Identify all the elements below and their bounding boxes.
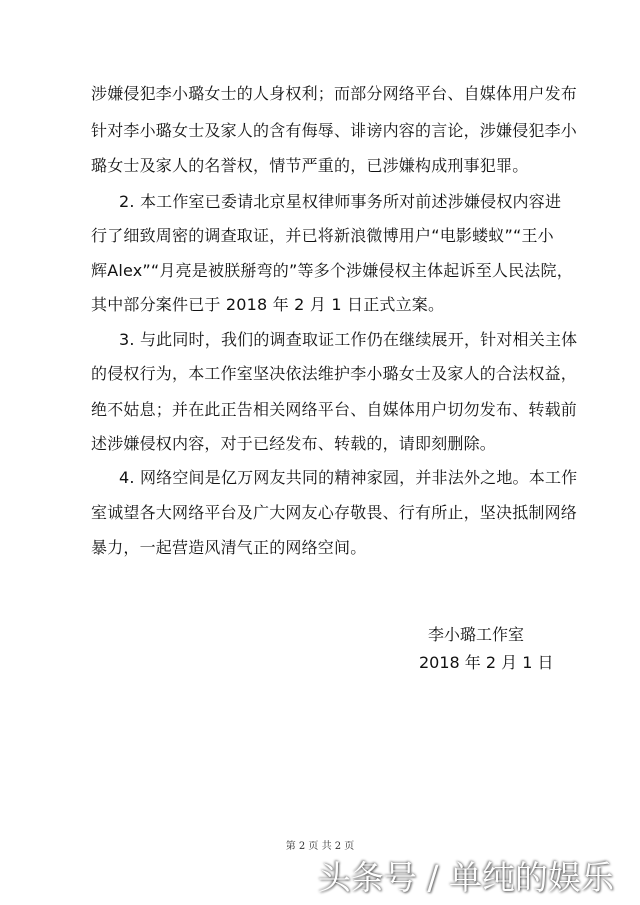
paragraph-line: 暴力，一起营造风清气正的网络空间。: [91, 538, 367, 557]
paragraph-line: 室诚望各大网络平台及广大网友心存敬畏、行有所止，坚决抵制网络: [91, 503, 578, 522]
paragraph-line: 璐女士及家人的名誉权，情节严重的，已涉嫌构成刑事犯罪。: [91, 156, 529, 175]
paragraph-line: 2. 本工作室已委请北京星权律师事务所对前述涉嫌侵权内容进: [119, 192, 562, 211]
date: 2018 年 2 月 1 日: [419, 653, 554, 672]
paragraph-line: 涉嫌侵犯李小璐女士的人身权利；而部分网络平台、自媒体用户发布: [91, 84, 578, 103]
paragraph-line: 行了细致周密的调查取证，并已将新浪微博用户“电影蝼蚁”“王小: [91, 226, 554, 245]
signature: 李小璐工作室: [428, 625, 525, 644]
paragraph-line: 述涉嫌侵权内容，对于已经发布、转载的，请即刻删除。: [91, 434, 497, 453]
paragraph-line: 的侵权行为，本工作室坚决依法维护李小璐女士及家人的合法权益，: [91, 364, 578, 383]
paragraph-line: 其中部分案件已于 2018 年 2 月 1 日正式立案。: [91, 295, 445, 314]
paragraph-line: 针对李小璐女士及家人的含有侮辱、诽谤内容的言论，涉嫌侵犯李小: [91, 121, 578, 140]
paragraph-line: 4. 网络空间是亿万网友共同的精神家园，并非法外之地。本工作: [119, 468, 578, 487]
paragraph-line: 3. 与此同时，我们的调查取证工作仍在继续展开，针对相关主体: [119, 330, 578, 349]
page-footer: 第 2 页 共 2 页: [285, 841, 355, 852]
paragraph-line: 辉Alex”“月亮是被朕掰弯的”等多个涉嫌侵权主体起诉至人民法院，: [91, 261, 573, 280]
paragraph-line: 绝不姑息；并在此正告相关网络平台、自媒体用户切勿发布、转载前: [91, 400, 578, 419]
watermark: 头条号 / 单纯的娱乐: [317, 858, 614, 897]
